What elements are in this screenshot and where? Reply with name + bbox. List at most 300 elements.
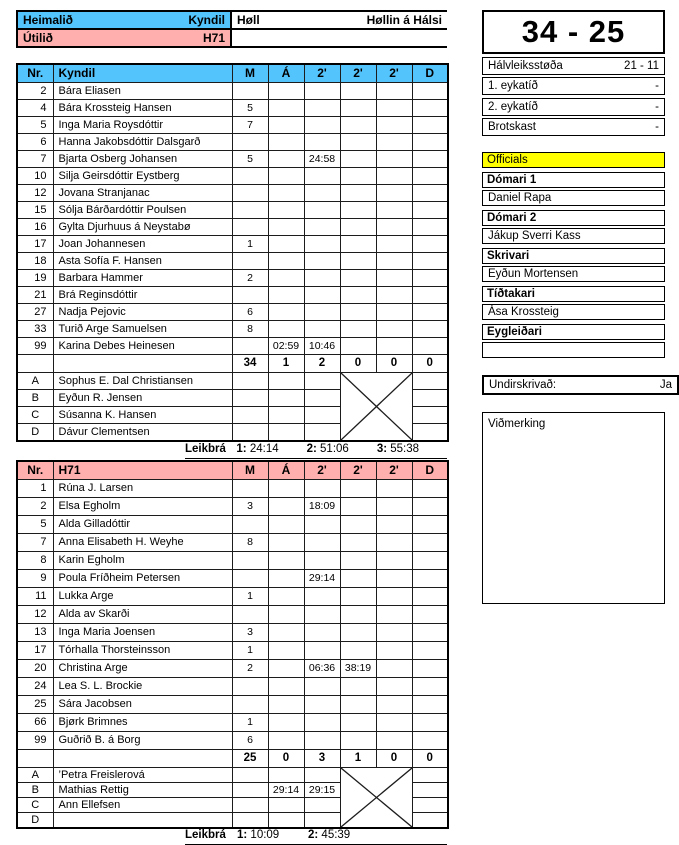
- player-name-cell: Turið Arge Samuelsen: [53, 321, 232, 338]
- stat-cell: [412, 168, 448, 185]
- stat-cell: [412, 552, 448, 570]
- player-number-cell: 27: [17, 304, 53, 321]
- score-detail-value: -: [655, 80, 659, 92]
- column-header: M: [232, 64, 268, 83]
- signature-label: Undirskrivað:: [489, 379, 557, 391]
- stat-cell: [304, 270, 340, 287]
- player-row: [17, 168, 448, 185]
- stat-cell: 6: [232, 732, 268, 750]
- stat-cell: [304, 253, 340, 270]
- timeline-entry: [377, 443, 447, 455]
- stat-cell: [340, 498, 376, 516]
- score-detail-value: 21 - 11: [624, 59, 659, 72]
- stat-cell: [304, 390, 340, 407]
- stat-cell: [232, 570, 268, 588]
- hall-label: Høll: [237, 13, 260, 27]
- player-number-cell: 12: [17, 606, 53, 624]
- stat-cell: [268, 642, 304, 660]
- officials-panel: [482, 152, 665, 358]
- stat-cell: [340, 570, 376, 588]
- totals-cell: 2: [304, 355, 340, 373]
- player-number-cell: 99: [17, 338, 53, 355]
- player-row: [17, 219, 448, 236]
- final-score: 34 - 25: [482, 10, 665, 54]
- score-detail-row: [482, 118, 665, 136]
- home-roster-table: [16, 63, 449, 442]
- player-name-cell: Rúna J. Larsen: [53, 480, 232, 498]
- stat-cell: [268, 480, 304, 498]
- stat-cell: [376, 253, 412, 270]
- player-row: [17, 202, 448, 219]
- player-number-cell: 2: [17, 498, 53, 516]
- hall-empty-cell: [232, 30, 447, 46]
- player-row: [17, 253, 448, 270]
- stat-cell: [340, 253, 376, 270]
- stat-cell: [412, 202, 448, 219]
- player-row: [17, 552, 448, 570]
- player-number-cell: 17: [17, 642, 53, 660]
- stat-cell: [412, 338, 448, 355]
- stat-cell: 5: [232, 100, 268, 117]
- stat-cell: [340, 287, 376, 304]
- player-row: [17, 696, 448, 714]
- player-name-cell: Anna Elisabeth H. Weyhe: [53, 534, 232, 552]
- stat-cell: [376, 151, 412, 168]
- stat-cell: [412, 516, 448, 534]
- stat-cell: [304, 83, 340, 100]
- timeline-time: 45:39: [318, 829, 351, 841]
- hall-cell: [232, 12, 447, 28]
- stat-cell: [232, 424, 268, 442]
- away-team-label: Útilið: [23, 31, 53, 45]
- stat-cell: [232, 813, 268, 829]
- bench-name-cell: Súsanna K. Hansen: [53, 407, 232, 424]
- player-row: [17, 338, 448, 355]
- player-name-cell: Joan Johannesen: [53, 236, 232, 253]
- player-row: [17, 304, 448, 321]
- stat-cell: [340, 270, 376, 287]
- official-role-label: Eygleiðari: [482, 324, 665, 340]
- stat-cell: [232, 134, 268, 151]
- stat-cell: [268, 304, 304, 321]
- player-row: [17, 151, 448, 168]
- totals-empty-cell: [53, 355, 232, 373]
- stat-cell: [304, 624, 340, 642]
- stat-cell: [376, 338, 412, 355]
- player-number-cell: 5: [17, 117, 53, 134]
- stat-cell: [412, 185, 448, 202]
- score-detail-label: Brotskast: [488, 121, 536, 133]
- player-number-cell: 6: [17, 134, 53, 151]
- stat-cell: [232, 168, 268, 185]
- player-number-cell: 20: [17, 660, 53, 678]
- stat-cell: [232, 606, 268, 624]
- stat-cell: [268, 236, 304, 253]
- player-name-cell: Barbara Hammer: [53, 270, 232, 287]
- stat-cell: 29:15: [304, 783, 340, 798]
- score-panel: [482, 10, 665, 136]
- stat-cell: [376, 83, 412, 100]
- player-name-cell: Silja Geirsdóttir Eystberg: [53, 168, 232, 185]
- bench-letter-cell: C: [17, 798, 53, 813]
- totals-empty-cell: [53, 750, 232, 768]
- stat-cell: [376, 236, 412, 253]
- totals-cell: 0: [340, 355, 376, 373]
- stat-cell: 5: [232, 151, 268, 168]
- stat-cell: [412, 714, 448, 732]
- stat-cell: [268, 202, 304, 219]
- home-team-cell: [18, 12, 230, 28]
- stat-cell: [412, 100, 448, 117]
- score-detail-row: [482, 77, 665, 95]
- stat-cell: [376, 660, 412, 678]
- stat-cell: [412, 480, 448, 498]
- stat-cell: [412, 696, 448, 714]
- stat-cell: [268, 185, 304, 202]
- away-team-name: H71: [202, 31, 225, 45]
- player-row: [17, 498, 448, 516]
- player-number-cell: 17: [17, 236, 53, 253]
- stat-cell: [412, 134, 448, 151]
- stat-cell: [304, 321, 340, 338]
- stat-cell: [304, 768, 340, 783]
- player-number-cell: 66: [17, 714, 53, 732]
- stat-cell: [304, 732, 340, 750]
- player-row: [17, 588, 448, 606]
- player-number-cell: 1: [17, 480, 53, 498]
- stat-cell: 02:59: [268, 338, 304, 355]
- bench-name-cell: Eyðun R. Jensen: [53, 390, 232, 407]
- stat-cell: [232, 287, 268, 304]
- stat-cell: [340, 714, 376, 732]
- totals-row: [17, 750, 448, 768]
- totals-cell: 0: [376, 355, 412, 373]
- stat-cell: [268, 219, 304, 236]
- stat-cell: [376, 202, 412, 219]
- official-name-value: Eyðun Mortensen: [482, 266, 665, 282]
- stat-cell: [268, 696, 304, 714]
- stat-cell: [340, 588, 376, 606]
- bench-name-cell: ’Petra Freislerová: [53, 768, 232, 783]
- player-number-cell: 21: [17, 287, 53, 304]
- stat-cell: [268, 678, 304, 696]
- stat-cell: [232, 373, 268, 390]
- totals-cell: 34: [232, 355, 268, 373]
- stat-cell: [304, 516, 340, 534]
- stat-cell: [340, 678, 376, 696]
- player-row: [17, 117, 448, 134]
- stat-cell: [376, 134, 412, 151]
- stat-cell: [304, 714, 340, 732]
- totals-empty-cell: [17, 355, 53, 373]
- stat-cell: [412, 219, 448, 236]
- signature-value: Ja: [659, 379, 672, 391]
- timeline-entry: [307, 443, 377, 455]
- stat-cell: [412, 151, 448, 168]
- stat-cell: [268, 798, 304, 813]
- player-name-cell: Nadja Pejovic: [53, 304, 232, 321]
- stat-cell: [376, 570, 412, 588]
- column-header: Kyndil: [53, 64, 232, 83]
- stat-cell: [268, 813, 304, 829]
- stat-cell: [268, 270, 304, 287]
- player-number-cell: 8: [17, 552, 53, 570]
- score-detail-label: Hálvleiksstøða: [488, 59, 563, 72]
- home-timeline: [185, 443, 447, 459]
- stat-cell: 06:36: [304, 660, 340, 678]
- official-name-value: Daniel Rapa: [482, 190, 665, 206]
- player-name-cell: Gylta Djurhuus á Neystabø: [53, 219, 232, 236]
- player-number-cell: 13: [17, 624, 53, 642]
- player-number-cell: 4: [17, 100, 53, 117]
- player-number-cell: 24: [17, 678, 53, 696]
- stat-cell: [340, 606, 376, 624]
- stat-cell: [232, 202, 268, 219]
- stat-cell: [412, 768, 448, 783]
- stat-cell: [268, 134, 304, 151]
- stat-cell: [376, 516, 412, 534]
- bench-name-cell: [53, 813, 232, 829]
- official-role-label: Skrivari: [482, 248, 665, 264]
- column-header: 2': [304, 461, 340, 480]
- official-name-value: Ása Krossteig: [482, 304, 665, 320]
- away-team-cell: [18, 30, 230, 46]
- stat-cell: [268, 100, 304, 117]
- stat-cell: 3: [232, 624, 268, 642]
- stat-cell: [412, 83, 448, 100]
- timeline-period: 1:: [237, 829, 248, 841]
- stat-cell: [412, 253, 448, 270]
- player-number-cell: 11: [17, 588, 53, 606]
- stat-cell: [340, 151, 376, 168]
- officials-entries: [482, 172, 665, 359]
- player-name-cell: Inga Maria Joensen: [53, 624, 232, 642]
- stat-cell: [304, 696, 340, 714]
- column-header: Nr.: [17, 64, 53, 83]
- player-number-cell: 19: [17, 270, 53, 287]
- stat-cell: [304, 813, 340, 829]
- player-name-cell: Karina Debes Heinesen: [53, 338, 232, 355]
- bench-letter-cell: B: [17, 390, 53, 407]
- stat-cell: 1: [232, 642, 268, 660]
- stat-cell: [268, 768, 304, 783]
- player-number-cell: 99: [17, 732, 53, 750]
- totals-cell: 0: [412, 355, 448, 373]
- stat-cell: [376, 606, 412, 624]
- stat-cell: 8: [232, 321, 268, 338]
- player-name-cell: Bjørk Brimnes: [53, 714, 232, 732]
- stat-cell: [376, 185, 412, 202]
- stat-cell: [376, 552, 412, 570]
- stat-cell: [232, 696, 268, 714]
- stat-cell: 18:09: [304, 498, 340, 516]
- stat-cell: [268, 287, 304, 304]
- stat-cell: [304, 287, 340, 304]
- bench-name-cell: Ann Ellefsen: [53, 798, 232, 813]
- stat-cell: [376, 270, 412, 287]
- player-row: [17, 270, 448, 287]
- stat-cell: [340, 696, 376, 714]
- stat-cell: [304, 219, 340, 236]
- stat-cell: [304, 134, 340, 151]
- stat-cell: [340, 185, 376, 202]
- stat-cell: 10:46: [304, 338, 340, 355]
- stat-cell: [232, 783, 268, 798]
- player-row: [17, 714, 448, 732]
- stat-cell: [304, 373, 340, 390]
- stat-cell: [340, 642, 376, 660]
- timeline-period: 2:: [308, 829, 319, 841]
- stat-cell: [412, 321, 448, 338]
- player-name-cell: Bára Eliasen: [53, 83, 232, 100]
- player-row: [17, 480, 448, 498]
- score-detail-value: -: [655, 100, 659, 113]
- player-name-cell: Inga Maria Roysdóttir: [53, 117, 232, 134]
- player-name-cell: Lea S. L. Brockie: [53, 678, 232, 696]
- stat-cell: [376, 287, 412, 304]
- home-team-label: Heimalið: [23, 13, 74, 27]
- stat-cell: [340, 516, 376, 534]
- stat-cell: 3: [232, 498, 268, 516]
- stat-cell: 24:58: [304, 151, 340, 168]
- timeline-period: 3:: [376, 443, 388, 455]
- stat-cell: [232, 253, 268, 270]
- totals-cell: 1: [268, 355, 304, 373]
- player-name-cell: Guðrið B. á Borg: [53, 732, 232, 750]
- stat-cell: [412, 390, 448, 407]
- remarks-label: Viðmerking: [488, 418, 546, 430]
- crossed-out-cell: [340, 373, 412, 442]
- score-detail-value: -: [655, 121, 659, 133]
- stat-cell: [268, 534, 304, 552]
- player-row: [17, 287, 448, 304]
- stat-cell: [412, 304, 448, 321]
- column-header: Nr.: [17, 461, 53, 480]
- stat-cell: [412, 534, 448, 552]
- stat-cell: [304, 642, 340, 660]
- stat-cell: [304, 185, 340, 202]
- official-name-value: Jákup Sverri Kass: [482, 228, 665, 244]
- timeline-entry: [236, 443, 306, 455]
- timeline-entry: [308, 829, 379, 841]
- player-row: [17, 570, 448, 588]
- stat-cell: [376, 168, 412, 185]
- stat-cell: [268, 407, 304, 424]
- player-row: [17, 534, 448, 552]
- column-header: Á: [268, 461, 304, 480]
- stat-cell: 38:19: [340, 660, 376, 678]
- stat-cell: [232, 338, 268, 355]
- bench-row: [17, 373, 448, 390]
- player-name-cell: Hanna Jakobsdóttir Dalsgarð: [53, 134, 232, 151]
- player-number-cell: 18: [17, 253, 53, 270]
- player-row: [17, 606, 448, 624]
- stat-cell: [304, 588, 340, 606]
- totals-row: [17, 355, 448, 373]
- score-detail-label: 2. eykatíð: [488, 100, 538, 113]
- score-detail-rows: [482, 57, 665, 137]
- player-number-cell: 12: [17, 185, 53, 202]
- stat-cell: [412, 424, 448, 442]
- stat-cell: [340, 732, 376, 750]
- stat-cell: [376, 321, 412, 338]
- home-team-name: Kyndil: [188, 13, 225, 27]
- hall-name: Høllin á Hálsi: [366, 13, 442, 27]
- stat-cell: [376, 588, 412, 606]
- player-name-cell: Bjarta Osberg Johansen: [53, 151, 232, 168]
- stat-cell: [340, 117, 376, 134]
- stat-cell: [412, 588, 448, 606]
- stat-cell: [412, 407, 448, 424]
- timeline-time: 55:38: [387, 443, 420, 455]
- player-row: [17, 185, 448, 202]
- column-header: 2': [304, 64, 340, 83]
- player-number-cell: 33: [17, 321, 53, 338]
- player-name-cell: Sára Jacobsen: [53, 696, 232, 714]
- totals-cell: 0: [412, 750, 448, 768]
- stat-cell: [412, 236, 448, 253]
- officials-title: Officials: [482, 152, 665, 168]
- timeline-time: 10:09: [247, 829, 280, 841]
- player-number-cell: 7: [17, 534, 53, 552]
- column-header: 2': [340, 461, 376, 480]
- stat-cell: [268, 732, 304, 750]
- stat-cell: [340, 168, 376, 185]
- remarks-box: [482, 412, 665, 604]
- stat-cell: [232, 185, 268, 202]
- totals-cell: 3: [304, 750, 340, 768]
- player-name-cell: Alda Gilladóttir: [53, 516, 232, 534]
- stat-cell: [376, 696, 412, 714]
- player-number-cell: 25: [17, 696, 53, 714]
- column-header: D: [412, 461, 448, 480]
- official-role-label: Dómari 1: [482, 172, 665, 188]
- stat-cell: [268, 151, 304, 168]
- stat-cell: [376, 498, 412, 516]
- stat-cell: [304, 100, 340, 117]
- player-name-cell: Elsa Egholm: [53, 498, 232, 516]
- bench-row: [17, 768, 448, 783]
- stat-cell: [268, 373, 304, 390]
- player-name-cell: Alda av Skarði: [53, 606, 232, 624]
- stat-cell: [340, 552, 376, 570]
- stat-cell: [304, 798, 340, 813]
- player-row: [17, 83, 448, 100]
- stat-cell: [304, 304, 340, 321]
- stat-cell: [232, 83, 268, 100]
- stat-cell: 2: [232, 270, 268, 287]
- stat-cell: [412, 798, 448, 813]
- timeline-label: Leikbrá: [185, 829, 226, 841]
- stat-cell: [340, 202, 376, 219]
- stat-cell: [412, 660, 448, 678]
- column-header: 2': [376, 64, 412, 83]
- bench-letter-cell: A: [17, 373, 53, 390]
- stat-cell: [268, 83, 304, 100]
- bench-letter-cell: B: [17, 783, 53, 798]
- x-mark-icon: [341, 373, 412, 440]
- player-name-cell: Brá Reginsdóttir: [53, 287, 232, 304]
- roster-header-row: [17, 64, 448, 83]
- stat-cell: [304, 552, 340, 570]
- stat-cell: [304, 606, 340, 624]
- stat-cell: [340, 480, 376, 498]
- official-role-label: Dómari 2: [482, 210, 665, 226]
- stat-cell: 29:14: [304, 570, 340, 588]
- stat-cell: [304, 424, 340, 442]
- stat-cell: [232, 407, 268, 424]
- player-number-cell: 16: [17, 219, 53, 236]
